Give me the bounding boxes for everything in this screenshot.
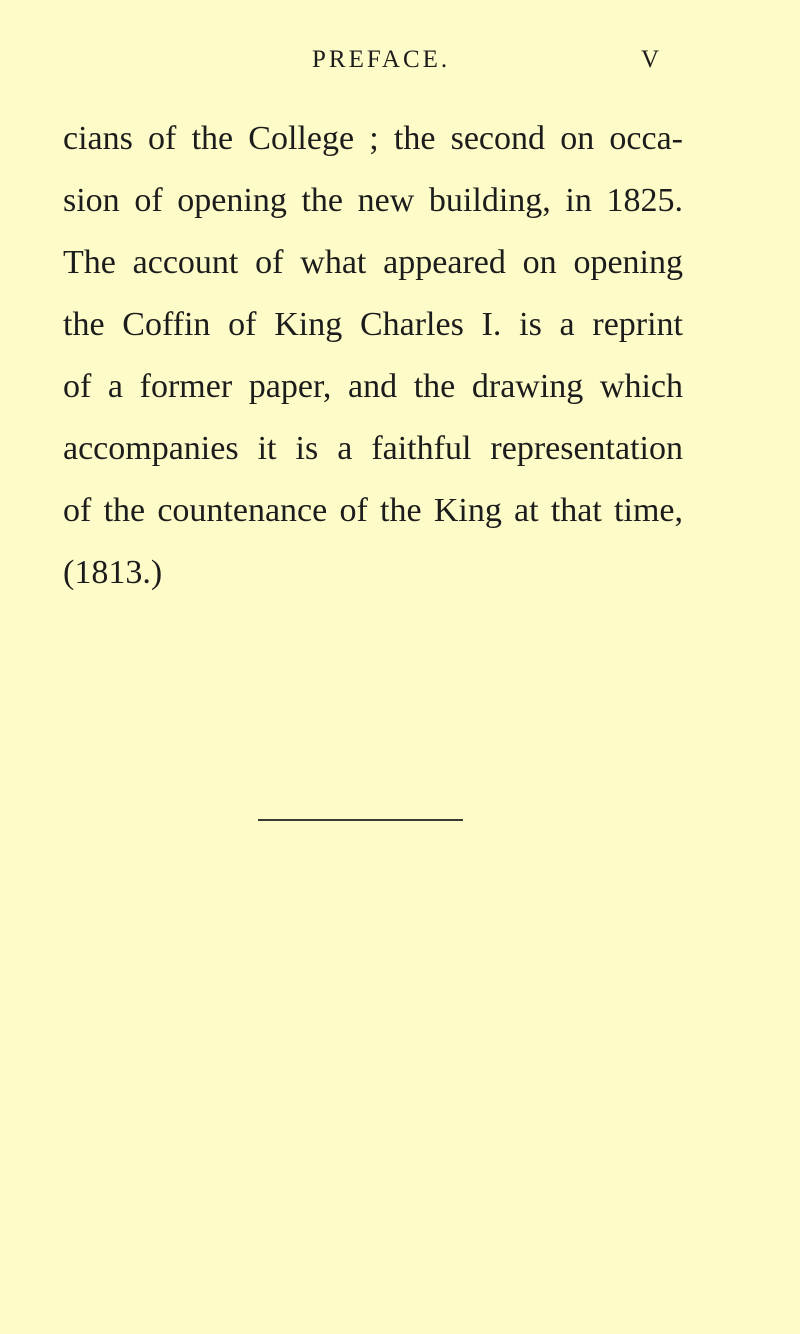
running-head-title: PREFACE. (312, 46, 451, 73)
text-line: accompanies it is a faithful representation (63, 430, 683, 467)
text-line: the Coffin of King Charles I. is a reprint (63, 306, 683, 343)
body-paragraph (63, 108, 683, 604)
section-end-rule (258, 819, 463, 821)
text-line: sion of opening the new building, in 1825. (63, 182, 683, 219)
running-head (0, 42, 800, 82)
page-number: V (641, 46, 661, 73)
text-line: of the countenance of the King at that time, (63, 492, 683, 529)
text-line-last: (1813.) (63, 554, 163, 591)
text-line: cians of the College ; the second on occa- (63, 120, 683, 157)
text-line: of a former paper, and the drawing which (63, 368, 683, 405)
text-line: The account of what appeared on opening (63, 244, 683, 281)
